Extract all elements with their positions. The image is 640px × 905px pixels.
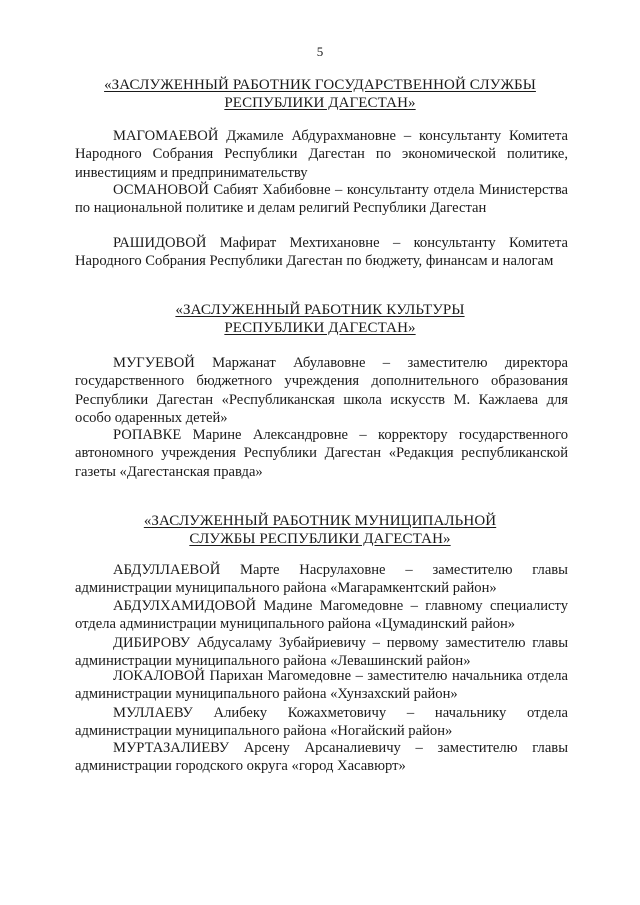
award-entry (75, 181, 568, 218)
award-entry (75, 561, 568, 598)
section-heading-municipal-service (60, 512, 580, 548)
award-entry (75, 127, 568, 182)
entry-text: ЛОКАЛОВОЙ Парихан Магомедовне – заместителю начальника отдела администрации муниципального района «Хунзахский район» (75, 668, 568, 703)
entry-text: АБДУЛЛАЕВОЙ Марте Насрулаховне – заместителю главы администрации муниципального района «Магарамкентский район» (75, 562, 568, 597)
entry-text: МУГУЕВОЙ Маржанат Абулавовне – заместителю директора государственного бюджетного учреждения дополнительного образования Республики Дагестан «Республиканская школа искусств М. Кажлаева для особо одаренных детей» (75, 355, 568, 427)
entry-text: РАШИДОВОЙ Мафират Мехтихановне – консультанту Комитета Народного Собрания Республики Дагестан по бюджету, финансам и налогам (75, 235, 568, 270)
entry-text: МУРТАЗАЛИЕВУ Арсену Арсаналиевичу – заместителю главы администрации городского округа «город Хасавюрт» (75, 740, 568, 775)
award-entry (75, 667, 568, 704)
page-number: 5 (316, 44, 324, 59)
section-heading-state-service (60, 76, 580, 112)
award-entry (75, 234, 568, 271)
award-entry (75, 739, 568, 776)
heading-line: РЕСПУБЛИКИ ДАГЕСТАН» (224, 95, 416, 111)
heading-line: СЛУЖБЫ РЕСПУБЛИКИ ДАГЕСТАН» (189, 531, 451, 547)
heading-line: «ЗАСЛУЖЕННЫЙ РАБОТНИК ГОСУДАРСТВЕННОЙ СЛУЖБЫ (104, 77, 536, 93)
award-entry (75, 354, 568, 428)
section-heading-culture (60, 301, 580, 337)
entry-text: МУЛЛАЕВУ Алибеку Кожахметовичу – начальнику отдела администрации муниципального района «Ногайский район» (75, 705, 568, 740)
award-entry (75, 634, 568, 671)
entry-text: ДИБИРОВУ Абдусаламу Зубайриевичу – первому заместителю главы администрации муниципального района «Левашинский район» (75, 635, 568, 670)
heading-line: «ЗАСЛУЖЕННЫЙ РАБОТНИК МУНИЦИПАЛЬНОЙ (143, 513, 497, 529)
award-entry (75, 704, 568, 741)
entry-text: ОСМАНОВОЙ Сабият Хабибовне – консультанту отдела Министерства по национальной политике и делам религий Республики Дагестан (75, 182, 568, 217)
award-entry (75, 426, 568, 481)
heading-line: РЕСПУБЛИКИ ДАГЕСТАН» (224, 320, 416, 336)
heading-line: «ЗАСЛУЖЕННЫЙ РАБОТНИК КУЛЬТУРЫ (175, 302, 465, 318)
entry-text: МАГОМАЕВОЙ Джамиле Абдурахмановне – консультанту Комитета Народного Собрания Республики Дагестан по экономической политике, инвестициям и предпринимательству (75, 128, 568, 181)
entry-text: АБДУЛХАМИДОВОЙ Мадине Магомедовне – главному специалисту отдела администрации муниципального района «Цумадинский район» (75, 598, 568, 633)
entry-text: РОПАВКЕ Марине Александровне – корректору государственного автономного учреждения Республики Дагестан «Редакция республиканской газеты «Дагестанская правда» (75, 427, 568, 480)
award-entry (75, 597, 568, 634)
